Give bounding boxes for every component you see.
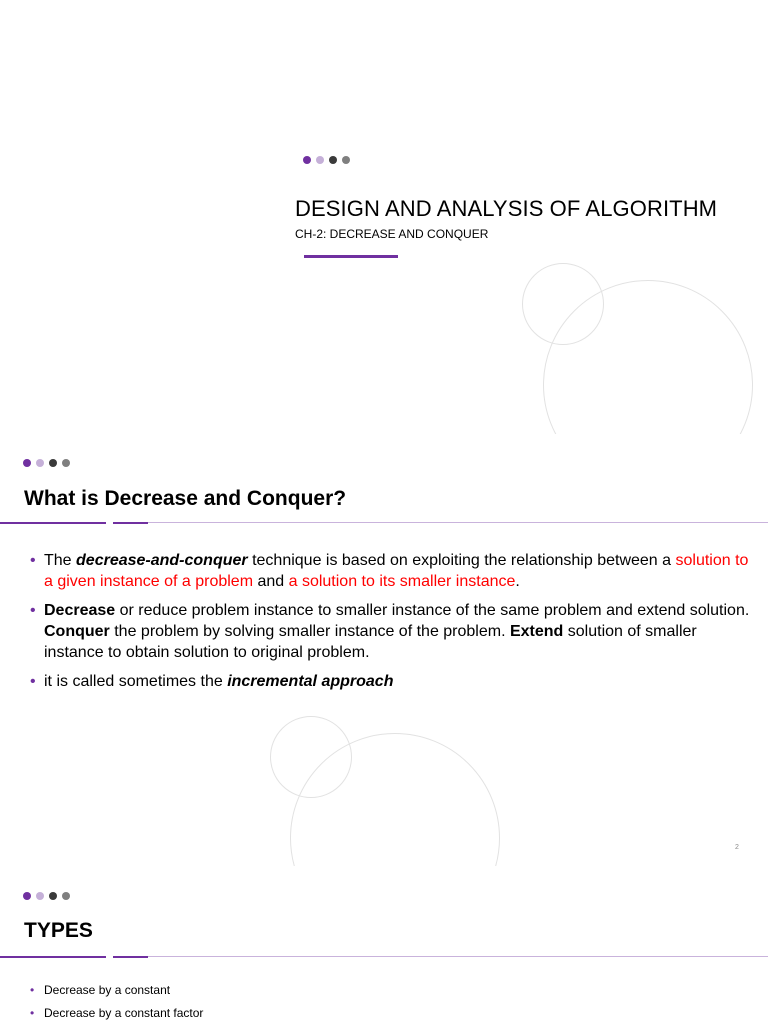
heading-rule [148,522,768,523]
page-number: 2 [735,844,739,851]
bullet-marker: • [30,673,36,690]
bullet-marker: • [30,983,35,997]
dot [303,156,311,164]
heading-rule [0,522,106,524]
title-underline [304,255,398,258]
bullet-item [30,550,750,592]
bullet-item [30,982,203,998]
term: incremental approach [227,673,394,690]
text: and [253,573,289,590]
dots-decoration [303,156,350,164]
dots-decoration [23,459,70,467]
text: Decrease by a constant factor [44,1006,204,1020]
text: solution of smaller instance to obtain solution to original problem. [44,623,697,661]
heading-rule [148,956,768,957]
text: or reduce problem instance to smaller instance of the same problem and extend solution. [115,602,750,619]
highlight-text: a solution to its smaller instance [288,573,516,590]
dot [49,892,57,900]
text: The [44,552,77,569]
bullet-list [30,550,750,700]
bullet-item [30,671,750,692]
text: . [515,573,520,590]
dots-decoration [23,892,70,900]
dot [23,892,31,900]
slide-heading: What is Decrease and Conquer? [24,487,347,510]
term: decrease-and-conquer [76,552,248,569]
bullet-item [30,1005,203,1021]
highlight-text: solution to a given instance of a problem [44,552,749,590]
main-title: DESIGN AND ANALYSIS OF ALGORITHM [295,196,718,221]
term: Conquer [44,623,110,640]
dot [62,459,70,467]
dot [36,892,44,900]
bullet-marker: • [30,602,36,619]
dot [329,156,337,164]
heading-rule [113,956,148,958]
bullet-list [30,982,203,1024]
dot [342,156,350,164]
slide-types [0,866,768,1024]
bullet-marker: • [30,552,36,569]
term: Extend [509,623,564,640]
heading-rule [0,956,106,958]
term: Decrease [44,602,116,619]
sub-title: CH-2: DECREASE AND CONQUER [295,227,489,241]
slide-definition [0,434,768,866]
text: the problem by solving smaller instance of the problem. [109,623,510,640]
text: Decrease by a constant [44,983,171,997]
bullet-marker: • [30,1006,35,1020]
bullet-item [30,600,750,663]
dot [62,892,70,900]
dot [36,459,44,467]
dot [23,459,31,467]
text: technique is based on exploiting the relationship between a [247,552,676,569]
dot [316,156,324,164]
slide-heading: TYPES [24,919,93,942]
dot [49,459,57,467]
slide-title [0,0,768,434]
heading-rule [113,522,148,524]
text: it is called sometimes the [44,673,228,690]
